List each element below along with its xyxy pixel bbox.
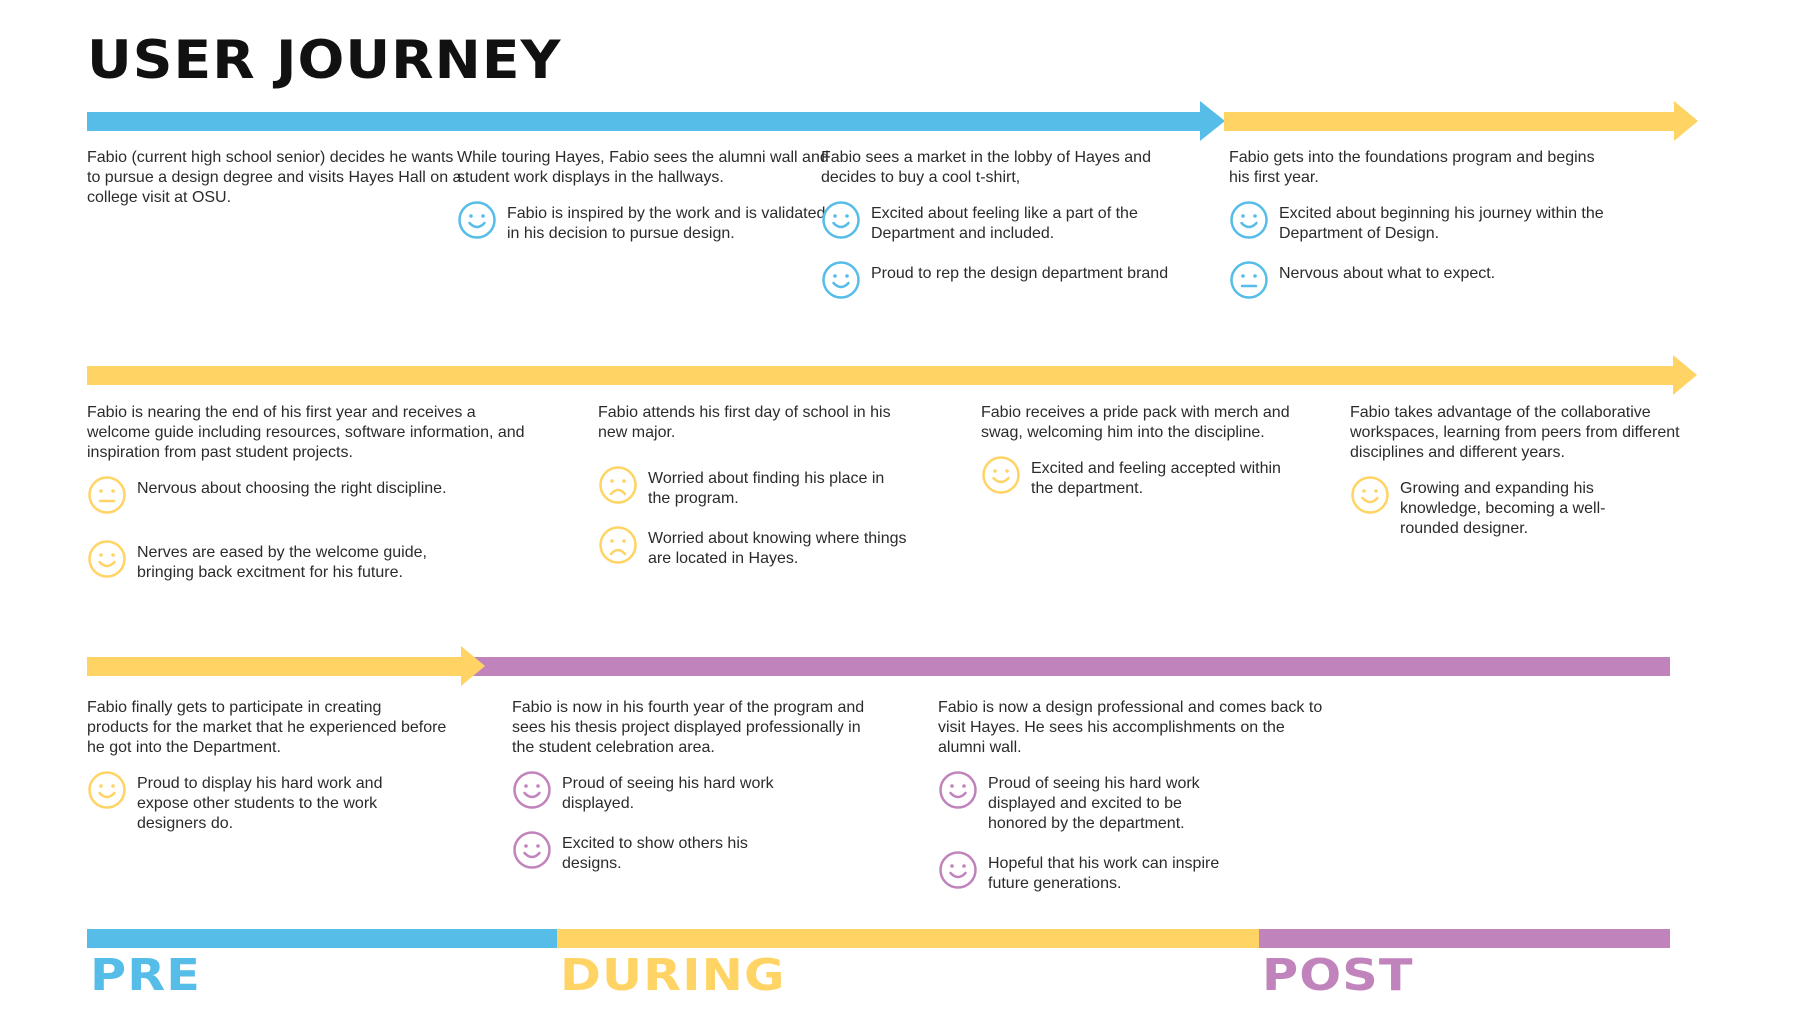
timeline-arrowhead-pre [1200,101,1225,141]
step-description: Fabio finally gets to participate in creating products for the market that he experienced before he got into the Department. [87,699,447,756]
journey-step [512,698,882,894]
feeling-item [457,204,837,244]
timeline-during-segment [87,657,463,676]
step-description: Fabio (current high school senior) decides he wants to pursue a design degree and visits Hayes Hall on a college visit at OSU. [87,149,462,206]
feeling-text: Proud of seeing his hard work displayed and excited to be honored by the department. [988,775,1200,832]
feeling-text: Proud to display his hard work and expose other students to the work designers do. [137,775,383,832]
happy-face-icon [457,200,497,240]
feeling-item [981,459,1291,499]
timeline-during-segment [87,366,1675,385]
feeling-item [598,469,908,509]
journey-step [87,148,467,224]
timeline-arrowhead-during [461,646,485,686]
feeling-text: Fabio is inspired by the work and is validated in his decision to pursue design. [507,205,826,242]
step-description: Fabio is now in his fourth year of the program and sees his thesis project displayed professionally in the student celebration area. [512,699,865,756]
journey-step [821,148,1201,320]
happy-face-icon [87,770,127,810]
phase-label-during: DURING [560,950,786,1001]
feeling-item [87,774,397,834]
feeling-text: Hopeful that his work can inspire future generations. [988,855,1220,892]
feeling-item [512,834,762,874]
journey-step [457,148,837,264]
feeling-text: Growing and expanding his knowledge, becoming a well-rounded designer. [1400,480,1606,537]
happy-face-icon [938,770,978,810]
feeling-item [938,774,1228,834]
journey-step [938,698,1323,914]
feeling-text: Worried about knowing where things are located in Hayes. [648,530,907,567]
feeling-text: Proud to rep the design department brand [871,265,1169,282]
phase-bar-post [1259,929,1670,948]
phase-label-post: POST [1262,950,1414,1001]
timeline-during-segment [1224,112,1676,131]
step-description: Fabio gets into the foundations program and begins his first year. [1229,149,1595,186]
feeling-item [821,204,1201,244]
feeling-text: Nervous about choosing the right discipline. [137,480,447,497]
happy-face-icon [821,260,861,300]
timeline-arrowhead-end [1674,101,1698,141]
journey-step [87,403,537,603]
page-title: USER JOURNEY [87,30,562,91]
feeling-text: Nerves are eased by the welcome guide, bringing back excitment for his future. [137,544,427,581]
happy-face-icon [512,830,552,870]
step-description: Fabio sees a market in the lobby of Hayes and decides to buy a cool t-shirt, [821,149,1151,186]
happy-face-icon [821,200,861,240]
feeling-item [1229,204,1609,244]
journey-step [981,403,1291,519]
feeling-text: Nervous about what to expect. [1279,265,1496,282]
phase-bar-during [557,929,1259,948]
timeline-arrowhead-end [1673,355,1697,395]
happy-face-icon [1350,475,1390,515]
feeling-text: Excited and feeling accepted within the department. [1031,460,1281,497]
journey-step [598,403,908,589]
feeling-item [938,854,1258,894]
step-description: Fabio attends his first day of school in his new major. [598,404,891,441]
happy-face-icon [938,850,978,890]
step-description: Fabio is now a design professional and comes back to visit Hayes. He sees his accomplishments on the alumni wall. [938,699,1323,756]
sad-face-icon [598,525,638,565]
happy-face-icon [512,770,552,810]
feeling-item [87,543,427,583]
feeling-text: Excited about beginning his journey within the Department of Design. [1279,205,1604,242]
feeling-item [87,479,537,515]
neutral-face-icon [87,475,127,515]
neutral-face-icon [1229,260,1269,300]
journey-step [87,698,447,854]
happy-face-icon [87,539,127,579]
happy-face-icon [1229,200,1269,240]
journey-step [1229,148,1609,320]
step-description: Fabio takes advantage of the collaborative workspaces, learning from peers from different disciplines and different years. [1350,404,1680,461]
step-description: Fabio receives a pride pack with merch and swag, welcoming him into the discipline. [981,404,1290,441]
feeling-item [1229,264,1609,300]
feeling-text: Proud of seeing his hard work displayed. [562,775,774,812]
timeline-pre-segment [87,112,1202,131]
feeling-item [598,529,908,569]
feeling-item [1350,479,1630,539]
feeling-text: Excited to show others his designs. [562,835,748,872]
feeling-item [821,264,1201,300]
phase-label-pre: PRE [90,950,202,1001]
step-description: While touring Hayes, Fabio sees the alumni wall and student work displays in the hallways. [457,149,829,186]
sad-face-icon [598,465,638,505]
happy-face-icon [981,455,1021,495]
journey-step [1350,403,1685,559]
feeling-text: Worried about finding his place in the program. [648,470,885,507]
timeline-post-segment [463,657,1670,676]
feeling-item [512,774,792,814]
step-description: Fabio is nearing the end of his first year and receives a welcome guide including resources, software information, and inspiration from past student projects. [87,404,525,461]
feeling-text: Excited about feeling like a part of the Department and included. [871,205,1138,242]
phase-bar-pre [87,929,557,948]
